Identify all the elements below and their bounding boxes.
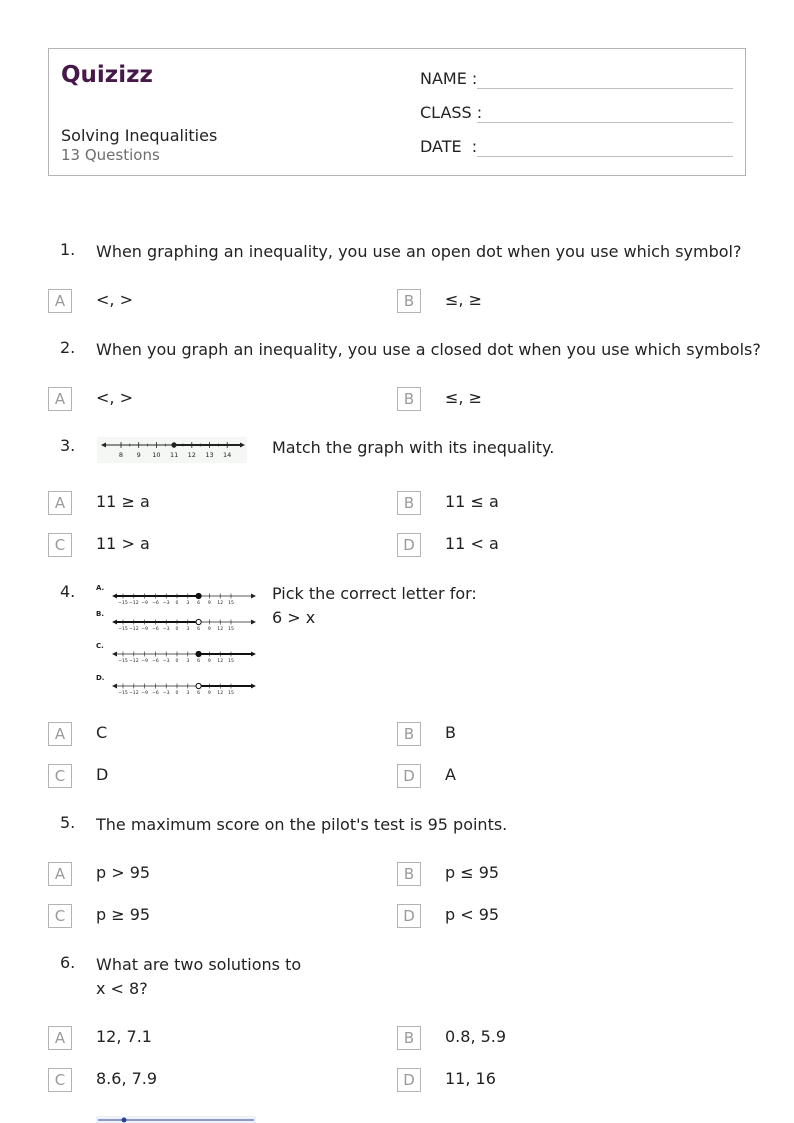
option-text: 11 < a — [445, 534, 499, 553]
date-line[interactable] — [477, 156, 733, 157]
option[interactable] — [397, 862, 697, 886]
open-dot — [196, 683, 201, 688]
tick-label: −15 — [118, 601, 128, 606]
question-text-line1: Pick the correct letter for: — [272, 584, 477, 603]
option[interactable] — [397, 722, 697, 746]
option-letter: A — [48, 289, 72, 313]
tick-label: 15 — [228, 627, 234, 632]
option-letter: C — [48, 533, 72, 557]
worksheet-header — [48, 48, 746, 176]
option-text: 11, 16 — [445, 1069, 496, 1088]
option-letter: A — [48, 722, 72, 746]
tick-label: −3 — [162, 691, 170, 696]
class-label: CLASS : — [420, 103, 483, 122]
option[interactable] — [397, 533, 697, 557]
option[interactable] — [397, 387, 697, 411]
graph-background — [97, 437, 247, 463]
question-text-line2: x < 8? — [96, 979, 148, 998]
question-number: 4. — [60, 582, 76, 601]
option-text: <, > — [96, 388, 133, 407]
right-arrow — [251, 594, 256, 599]
option-text: 11 ≤ a — [445, 492, 499, 511]
option-letter: C — [48, 904, 72, 928]
option-text: A — [445, 765, 456, 784]
option[interactable] — [397, 289, 697, 313]
graph-letter: D. — [96, 674, 105, 682]
closed-dot — [171, 442, 176, 447]
option[interactable] — [48, 387, 348, 411]
open-dot — [196, 619, 201, 624]
tick-label: 3 — [186, 627, 190, 632]
option-letter: B — [397, 491, 421, 515]
option-text: ≤, ≥ — [445, 388, 482, 407]
tick-label: 0 — [175, 627, 179, 632]
option-letter: B — [397, 387, 421, 411]
tick-label: −6 — [152, 659, 159, 664]
option-text: 0.8, 5.9 — [445, 1027, 507, 1046]
option-letter: A — [48, 387, 72, 411]
tick-label: 6 — [197, 601, 201, 606]
option-text: D — [96, 765, 109, 784]
option-letter: B — [397, 722, 421, 746]
option[interactable] — [48, 289, 348, 313]
option[interactable] — [48, 491, 348, 515]
tick-label: 12 — [217, 691, 224, 696]
option-letter: C — [48, 1068, 72, 1092]
tick-label: 15 — [228, 659, 234, 664]
graph-letter: A. — [96, 584, 105, 592]
tick-label: 6 — [197, 659, 201, 664]
option[interactable] — [397, 491, 697, 515]
tick-label: 0 — [175, 601, 179, 606]
option-text: ≤, ≥ — [445, 290, 482, 309]
tick-label: 3 — [186, 691, 190, 696]
option-letter: D — [397, 533, 421, 557]
option-letter: A — [48, 491, 72, 515]
number-line-choices — [96, 582, 258, 696]
option[interactable] — [48, 533, 348, 557]
tick-label: 9 — [136, 451, 141, 459]
closed-dot — [196, 651, 201, 656]
tick-label: −15 — [118, 691, 128, 696]
question-count: 13 Questions — [61, 146, 160, 164]
tick-label: 8 — [118, 451, 124, 459]
option-letter: A — [48, 862, 72, 886]
option[interactable] — [397, 904, 697, 928]
option[interactable] — [48, 722, 348, 746]
option[interactable] — [48, 862, 348, 886]
tick-label: 15 — [228, 601, 234, 606]
tick-label: 14 — [223, 451, 232, 459]
logo-text: Quizizz — [61, 62, 153, 88]
option-letter: C — [48, 764, 72, 788]
tick-label: −3 — [162, 659, 170, 664]
graph-letter: C. — [96, 642, 104, 650]
tick-label: −12 — [128, 659, 139, 664]
option-text: 12, 7.1 — [96, 1027, 152, 1046]
tick-label: 12 — [217, 627, 224, 632]
tick-label: −15 — [118, 627, 128, 632]
dot — [122, 1118, 127, 1123]
option-text: 11 > a — [96, 534, 150, 553]
option-text: C — [96, 723, 108, 742]
quizizz-logo — [61, 59, 161, 89]
option-letter: A — [48, 1026, 72, 1050]
number-line-set — [96, 584, 256, 696]
tick-label: 12 — [217, 659, 224, 664]
next-question-graph-partial — [96, 1116, 256, 1123]
tick-label: 6 — [197, 691, 201, 696]
tick-label: 0 — [175, 691, 179, 696]
tick-label: −6 — [152, 627, 159, 632]
tick-label: −3 — [162, 627, 170, 632]
tick-label: −3 — [162, 601, 170, 606]
option-letter: B — [397, 862, 421, 886]
worksheet-title: Solving Inequalities — [61, 126, 218, 145]
tick-label: 6 — [197, 627, 201, 632]
date-label: DATE : — [420, 137, 478, 156]
question-number: 6. — [60, 953, 76, 972]
option-letter: D — [397, 904, 421, 928]
option[interactable] — [48, 1026, 348, 1050]
question-text: Match the graph with its inequality. — [272, 438, 555, 457]
graph-letter: B. — [96, 610, 104, 618]
closed-dot — [196, 593, 201, 598]
class-line[interactable] — [477, 122, 733, 123]
question-text-line1: What are two solutions to — [96, 955, 302, 974]
number-line-graph — [97, 437, 247, 463]
tick-label: 15 — [228, 691, 234, 696]
option[interactable] — [397, 1026, 697, 1050]
option[interactable] — [48, 764, 348, 788]
option[interactable] — [397, 1068, 697, 1092]
option-text: <, > — [96, 290, 133, 309]
option[interactable] — [48, 904, 348, 928]
tick-label: 10 — [152, 451, 161, 459]
option-text: 8.6, 7.9 — [96, 1069, 158, 1088]
tick-label: −12 — [128, 691, 139, 696]
option[interactable] — [48, 1068, 348, 1092]
option-text: p ≥ 95 — [96, 905, 151, 924]
tick-label: −9 — [141, 627, 148, 632]
name-label: NAME : — [420, 69, 478, 88]
option-text: p ≤ 95 — [445, 863, 500, 882]
left-arrow — [112, 684, 117, 689]
right-arrow — [251, 620, 256, 625]
option-letter: B — [397, 1026, 421, 1050]
tick-label: −9 — [141, 601, 148, 606]
tick-label: 3 — [186, 601, 190, 606]
tick-label: −9 — [141, 691, 148, 696]
option-text: p > 95 — [96, 863, 151, 882]
tick-label: −12 — [128, 627, 139, 632]
question-text: The maximum score on the pilot's test is 95 points. — [96, 815, 508, 834]
question-text: When you graph an inequality, you use a closed dot when you use which symbols? — [96, 340, 761, 359]
option-text: p < 95 — [445, 905, 500, 924]
option-letter: B — [397, 289, 421, 313]
option-text: 11 ≥ a — [96, 492, 150, 511]
tick-label: 3 — [186, 659, 190, 664]
tick-label: −6 — [152, 691, 159, 696]
option-text: B — [445, 723, 456, 742]
question-number: 3. — [60, 436, 76, 455]
option-letter: D — [397, 764, 421, 788]
question-text-line2: 6 > x — [272, 608, 316, 627]
left-arrow — [112, 652, 117, 657]
option-letter: D — [397, 1068, 421, 1092]
tick-label: 9 — [207, 691, 211, 696]
tick-label: −15 — [118, 659, 128, 664]
tick-label: 0 — [175, 659, 179, 664]
tick-label: 12 — [217, 601, 224, 606]
option[interactable] — [397, 764, 697, 788]
question-number: 1. — [60, 240, 76, 259]
tick-label: −6 — [152, 601, 159, 606]
name-line[interactable] — [477, 88, 733, 89]
question-text: When graphing an inequality, you use an open dot when you use which symbol? — [96, 242, 742, 261]
tick-label: 13 — [205, 451, 214, 459]
tick-label: 11 — [169, 451, 179, 459]
tick-label: −12 — [128, 601, 139, 606]
tick-label: 9 — [207, 627, 211, 632]
question-number: 2. — [60, 338, 76, 357]
tick-label: 9 — [207, 601, 211, 606]
question-number: 5. — [60, 813, 76, 832]
tick-label: 12 — [187, 451, 196, 459]
tick-label: −9 — [141, 659, 148, 664]
tick-label: 9 — [207, 659, 211, 664]
